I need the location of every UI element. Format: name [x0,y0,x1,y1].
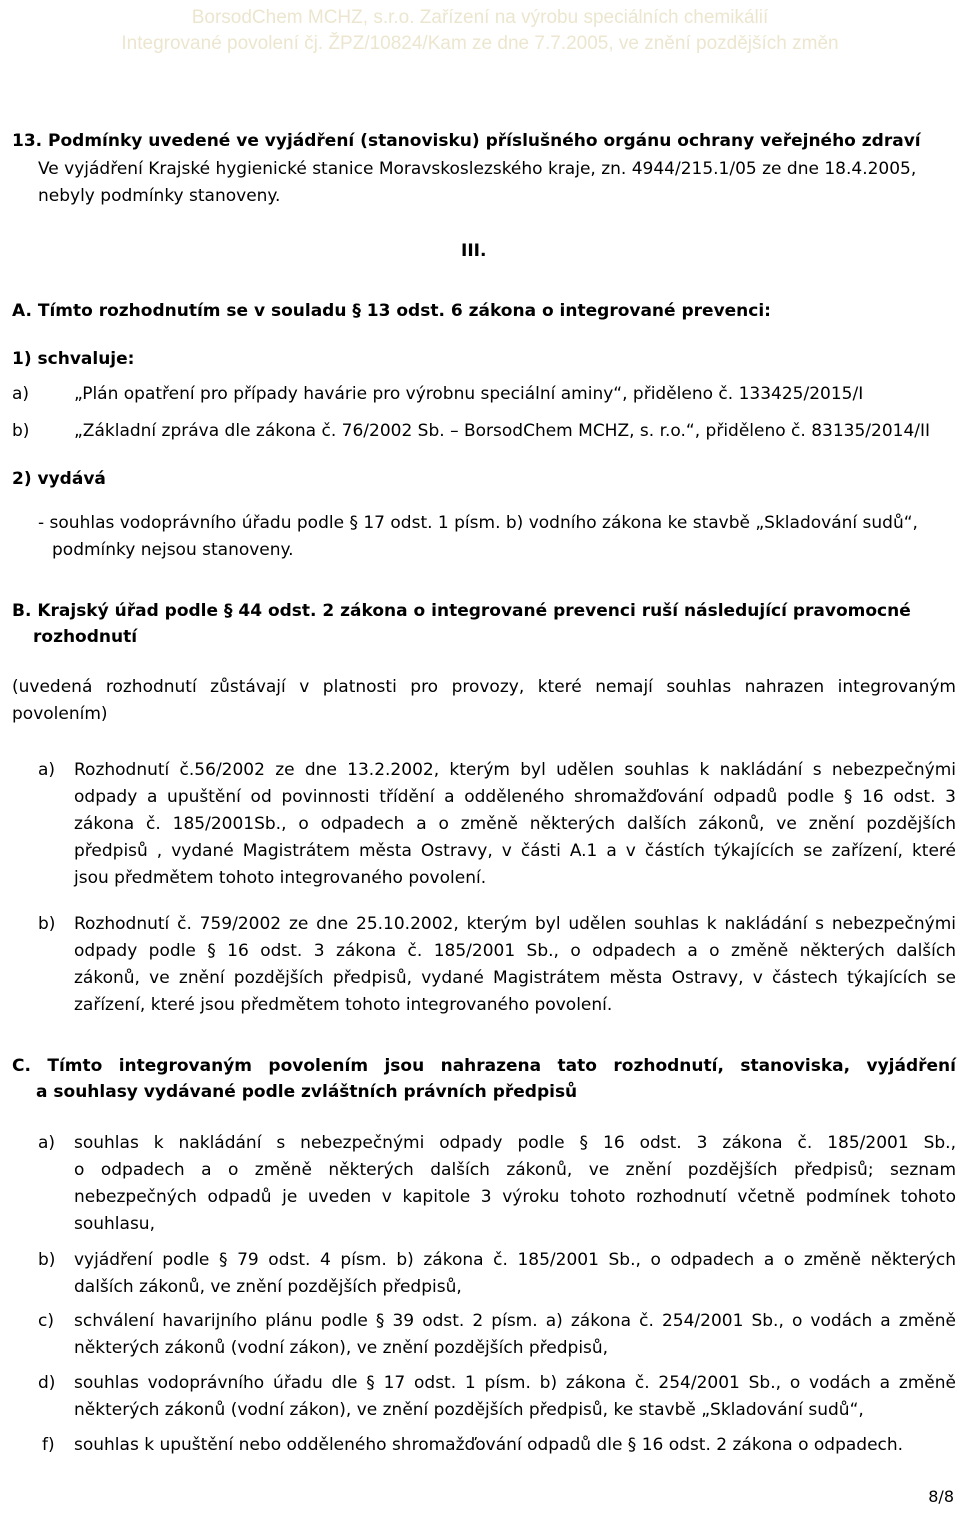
part-b-item-a-line: odpady a upuštění od povinnosti třídění a odděleného shromažďování odpadů podle § 16 odst. 3 [74,787,956,807]
part-b-item-b-line: odpady podle § 16 odst. 3 zákona č. 185/2001 Sb., o odpadech a o změně některých dalších [74,941,956,961]
part-b-item-a-label: a) [38,760,56,780]
header-line-2: Integrované povolení čj. ŽPZ/10824/Kam ze dne 7.7.2005, ve znění pozdějších změn [121,33,839,54]
part-b-item-b-line: Rozhodnutí č. 759/2002 ze dne 25.10.2002, kterým byl udělen souhlas k nakládání s nebezpečnými [74,914,956,934]
part-c-item-c-line: některých zákonů (vodní zákon), ve znění pozdějších předpisů, [74,1338,609,1358]
part-b-item-b-line: zákonů, ve znění pozdějších předpisů, vydané Magistrátem města Ostravy, v částech týkajících se [74,968,956,988]
page-number: 8/8 [928,1487,954,1506]
part-b-item-a-line: zákona č. 185/2001Sb., o odpadech a o změně některých dalších zákonů, ve znění pozdějších [74,814,956,834]
part-c-item-a-line: nebezpečných odpadů je uveden v kapitole 3 výroku tohoto rozhodnutí včetně podmínek tohoto [74,1187,956,1207]
part-c-item-b-label: b) [38,1250,56,1270]
vydava-line-2: podmínky nejsou stanoveny. [52,540,294,560]
part-a-heading: A. Tímto rozhodnutím se v souladu § 13 odst. 6 zákona o integrované prevenci: [12,301,771,321]
part-b-item-a-line: předpisů , vydané Magistrátem města Ostravy, v části A.1 a v částích týkajících se zařízení, které [74,841,956,861]
part-b-item-b-label: b) [38,914,56,934]
part-c-item-a-line: souhlasu, [74,1214,155,1234]
part-b-heading-2: rozhodnutí [33,627,138,647]
item-b-text: „Základní zpráva dle zákona č. 76/2002 Sb. – BorsodChem MCHZ, s. r.o.“, přiděleno č. 83135/2014/II [74,421,931,441]
part-b-heading-1: B. Krajský úřad podle § 44 odst. 2 zákona o integrované prevenci ruší následující pravomocné [12,601,911,621]
part-c-item-b-line: dalších zákonů, ve znění pozdějších předpisů, [74,1277,462,1297]
item-b-label: b) [12,421,30,441]
part-c-item-f-line: souhlas k upuštění nebo odděleného shromažďování odpadů dle § 16 odst. 2 zákona o odpadech. [74,1435,904,1455]
item-a-text: „Plán opatření pro případy havárie pro výrobnu speciální aminy“, přiděleno č. 133425/2015/I [74,384,864,404]
part-c-item-a-line: o odpadech a o změně některých dalších zákonů, ve znění pozdějších předpisů; seznam [74,1160,956,1180]
part-c-item-c-line: schválení havarijního plánu podle § 39 odst. 2 písm. a) zákona č. 254/2001 Sb., o vodách a změně [74,1311,956,1331]
header-line-1: BorsodChem MCHZ, s.r.o. Zařízení na výrobu speciálních chemikálií [191,7,769,28]
part-c-item-f-label: f) [42,1435,55,1455]
part-b-item-a-line: Rozhodnutí č.56/2002 ze dne 13.2.2002, kterým byl udělen souhlas k nakládání s nebezpečnými [74,760,956,780]
item-a-label: a) [12,384,30,404]
part-b-intro-2: povolením) [12,704,108,724]
part-c-item-a-label: a) [38,1133,56,1153]
vydava-line-1: - souhlas vodoprávního úřadu podle § 17 odst. 1 písm. b) vodního zákona ke stavbě „Skladování sudů“, [38,513,918,533]
part-c-item-b-line: vyjádření podle § 79 odst. 4 písm. b) zákona č. 185/2001 Sb., o odpadech a o změně některých [74,1250,956,1270]
part-b-intro-1: (uvedená rozhodnutí zůstávají v platnosti pro provozy, které nemají souhlas nahrazen integrovaným [12,677,956,697]
section-13-line-2: nebyly podmínky stanoveny. [38,186,281,206]
part-c-item-d-line: některých zákonů (vodní zákon), ve znění pozdějších předpisů, ke stavbě „Skladování sudů“, [74,1400,864,1420]
part-c-item-d-label: d) [38,1373,56,1393]
part-b-item-b-line: zařízení, které jsou předmětem tohoto integrovaného povolení. [74,995,613,1015]
part-c-heading-1: C. Tímto integrovaným povolením jsou nahrazena tato rozhodnutí, stanoviska, vyjádření [12,1056,956,1076]
schvaluje-heading: 1) schvaluje: [12,349,135,369]
part-c-heading-2: a souhlasy vydávané podle zvláštních právních předpisů [36,1082,578,1102]
part-b-item-a-line: jsou předmětem tohoto integrovaného povolení. [74,868,487,888]
section-13-line-1: Ve vyjádření Krajské hygienické stanice Moravskoslezského kraje, zn. 4944/215.1/05 ze dne 18.4.2005, [38,159,917,179]
part-3-roman: III. [461,241,487,261]
part-c-item-d-line: souhlas vodoprávního úřadu dle § 17 odst. 1 písm. b) zákona č. 254/2001 Sb., o vodách a změně [74,1373,956,1393]
vydava-heading: 2) vydává [12,469,106,489]
section-13-heading: 13. Podmínky uvedené ve vyjádření (stanovisku) příslušného orgánu ochrany veřejného zdraví [12,131,921,151]
part-c-item-c-label: c) [38,1311,54,1331]
part-c-item-a-line: souhlas k nakládání s nebezpečnými odpady podle § 16 odst. 3 zákona č. 185/2001 Sb., [74,1133,956,1153]
